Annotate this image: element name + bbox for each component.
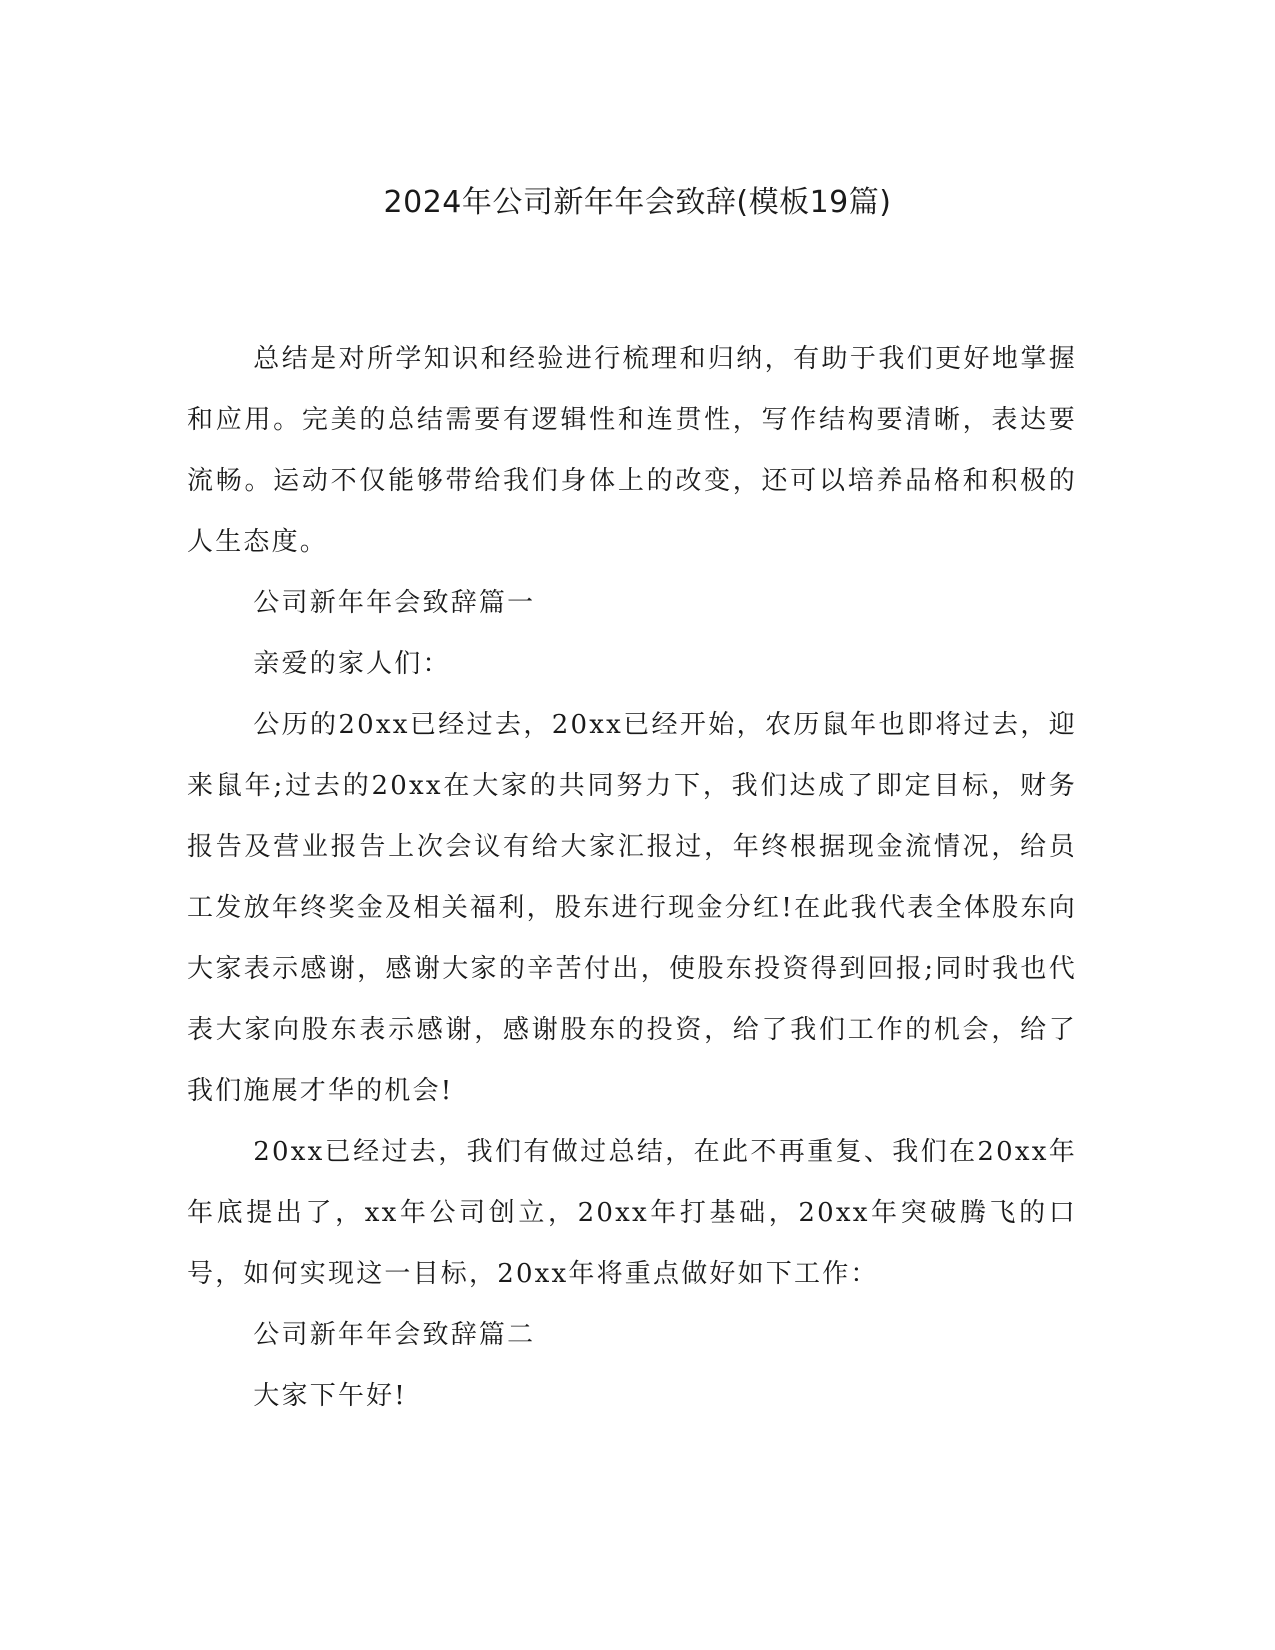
body-paragraph: 20xx已经过去，我们有做过总结，在此不再重复、我们在20xx年年底提出了，xx年公司创立，20xx年打基础，20xx年突破腾飞的口号，如何实现这一目标，20xx年将重点做好如下工作：	[187, 1137, 1077, 1289]
section-heading-2: 公司新年年会致辞篇二	[253, 1320, 536, 1350]
body-paragraph: 公历的20xx已经过去，20xx已经开始，农历鼠年也即将过去，迎来鼠年;过去的20xx在大家的共同努力下，我们达成了即定目标，财务报告及营业报告上次会议有给大家汇报过，年终根据现金流情况，给员工发放年终奖金及相关福利，股东进行现金分红!在此我代表全体股东向大家表示感谢，感谢大家的辛苦付出，使股东投资得到回报;同时我也代表大家向股东表示感谢，感谢股东的投资，给了我们工作的机会，给了我们施展才华的机会!	[187, 710, 1077, 1106]
document-body	[187, 329, 1077, 1427]
salutation: 亲爱的家人们：	[253, 649, 451, 679]
greeting: 大家下午好!	[253, 1381, 407, 1411]
intro-paragraph: 总结是对所学知识和经验进行梳理和归纳，有助于我们更好地掌握和应用。完美的总结需要有逻辑性和连贯性，写作结构要清晰，表达要流畅。运动不仅能够带给我们身体上的改变，还可以培养品格和积极的人生态度。	[187, 344, 1077, 557]
section-heading-1: 公司新年年会致辞篇一	[253, 588, 536, 618]
document-title: 2024年公司新年年会致辞(模板19篇)	[383, 185, 892, 220]
